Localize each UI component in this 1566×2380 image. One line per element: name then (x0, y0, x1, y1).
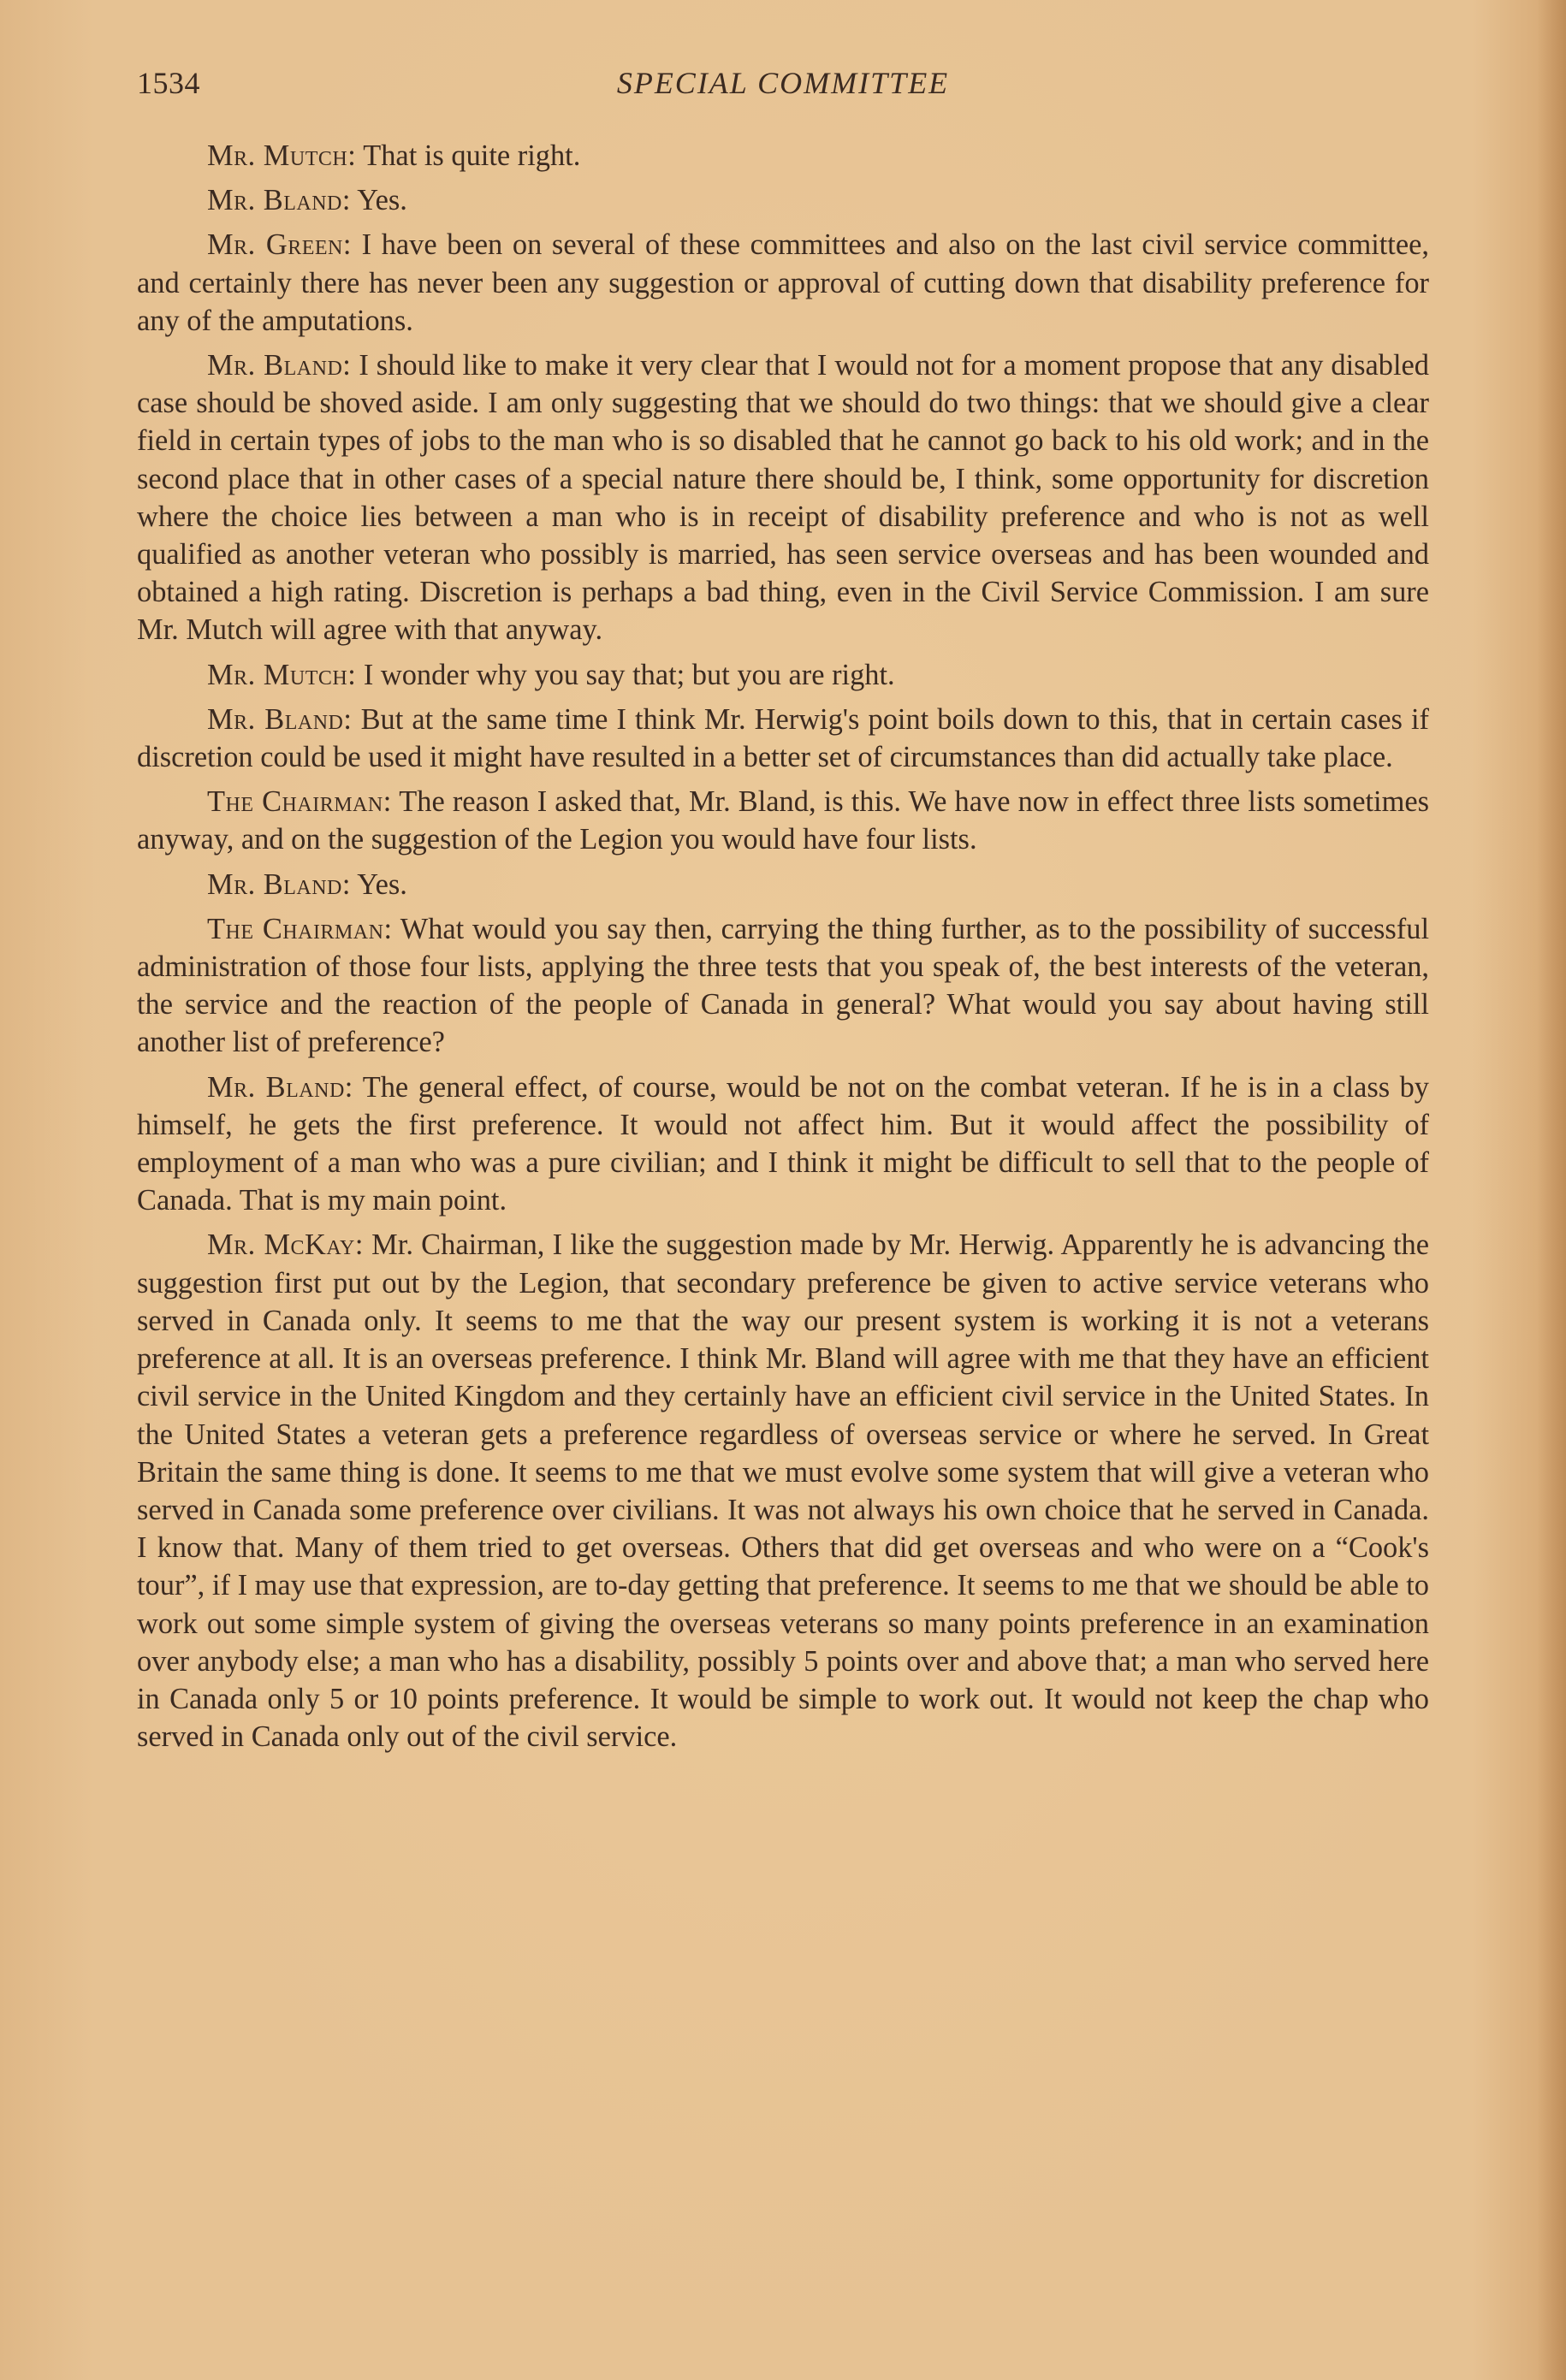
paragraph (137, 346, 1429, 649)
speech-text: But at the same time I think Mr. Herwig's point boils down to this, that in certain cases if discretion could be used it might have resulted in a better set of circumstances than did actually take place. (137, 702, 1429, 774)
speaker-name: Mr. Green: (207, 228, 352, 262)
speech-text: Yes. (350, 867, 407, 901)
speaker-name: Mr. Bland: (207, 1070, 353, 1104)
running-title: SPECIAL COMMITTEE (616, 66, 950, 100)
speech-text: I wonder why you say that; but you are right. (356, 658, 895, 691)
paragraph (137, 1069, 1429, 1220)
paragraph (137, 866, 1429, 903)
speech-text: The general effect, of course, would be not on the combat veteran. If he is in a class by himself, he gets the first preference. It would not affect him. But it would affect the possibility of employment of a man who was a pure civilian; and I think it might be difficult to sell that to the people of Canada. That is my main point. (137, 1070, 1429, 1217)
speech-text: That is quite right. (356, 139, 581, 172)
page-edge-shadow (1537, 0, 1566, 2380)
paragraph (137, 656, 1429, 694)
speaker-name: Mr. Mutch: (207, 658, 357, 691)
paragraph (137, 701, 1429, 776)
transcript-body (137, 137, 1429, 1755)
paragraph (137, 910, 1429, 1062)
paragraph (137, 137, 1429, 175)
page-number: 1534 (137, 66, 200, 100)
running-head (137, 58, 1429, 110)
speaker-name: Mr. McKay: (207, 1228, 364, 1262)
speech-text: Mr. Chairman, I like the suggestion made by Mr. Herwig. Apparently he is advancing the suggestion first put out by the Legion, that secondary preference be given to active service veterans who served in Canada only. It seems to me that the way our present system is working it is not a veterans preference at all. It is an overseas preference. I think Mr. Bland will agree with me that they have an efficient civil service in the United Kingdom and they certainly have an efficient civil service in the United States. In the United States a veteran gets a preference regardless of overseas service or where he served. In Great Britain the same thing is done. It seems to me that we must evolve some system that will give a veteran who served in Canada some preference over civilians. It was not always his own choice that he served in Canada. I know that. Many of them tried to get overseas. Others that did get overseas and who were on a “Cook's tour”, if I may use that expression, are to-day getting that preference. It seems to me that we should be able to work out some simple system of giving the overseas veterans so many points preference in an examination over anybody else; a man who has a disability, possibly 5 points over and above that; a man who served here in Canada only 5 or 10 points preference. It would be simple to work out. It would not keep the chap who served in Canada only out of the civil service. (137, 1228, 1429, 1754)
speech-text: What would you say then, carrying the thing further, as to the possibility of successful administration of those four lists, applying the three tests that you speak of, the best interests of the veteran, the service and the reaction of the people of Canada in general? What would you say about having still another list of preference? (137, 912, 1430, 1059)
paragraph (137, 1226, 1429, 1755)
speaker-name: Mr. Mutch: (207, 139, 357, 172)
speech-text: I have been on several of these committees and also on the last civil service committee, and certainly there has never been any suggestion or approval of cutting down that disability preference for any of the amputations. (137, 228, 1429, 337)
speech-text: The reason I asked that, Mr. Bland, is this. We have now in effect three lists sometimes anyway, and on the suggestion of the Legion you would have four lists. (137, 785, 1429, 856)
paragraph (137, 783, 1429, 858)
document-page (137, 58, 1429, 1762)
speech-text: Yes. (350, 184, 407, 217)
speaker-name: Mr. Bland: (207, 349, 352, 382)
speaker-name: The Chairman: (207, 785, 392, 819)
speaker-name: The Chairman: (207, 912, 393, 945)
speaker-name: Mr. Bland: (207, 702, 353, 736)
speech-text: I should like to make it very clear that I would not for a moment propose that any disabled case should be shoved aside. I am only suggesting that we should do two things: that we should give a clear field in certain types of jobs to the man who is so disabled that he cannot go back to his old work; and in the second place that in other cases of a special nature there should be, I think, some opportunity for discretion where the choice lies between a man who is in receipt of disability preference and who is not as well qualified as another veteran who possibly is married, has seen service overseas and has been wounded and obtained a high rating. Discretion is perhaps a bad thing, even in the Civil Service Commission. I am sure Mr. Mutch will agree with that anyway. (137, 349, 1429, 647)
speaker-name: Mr. Bland: (207, 184, 351, 217)
paragraph (137, 181, 1429, 219)
speaker-name: Mr. Bland: (207, 867, 351, 901)
paragraph (137, 226, 1429, 340)
